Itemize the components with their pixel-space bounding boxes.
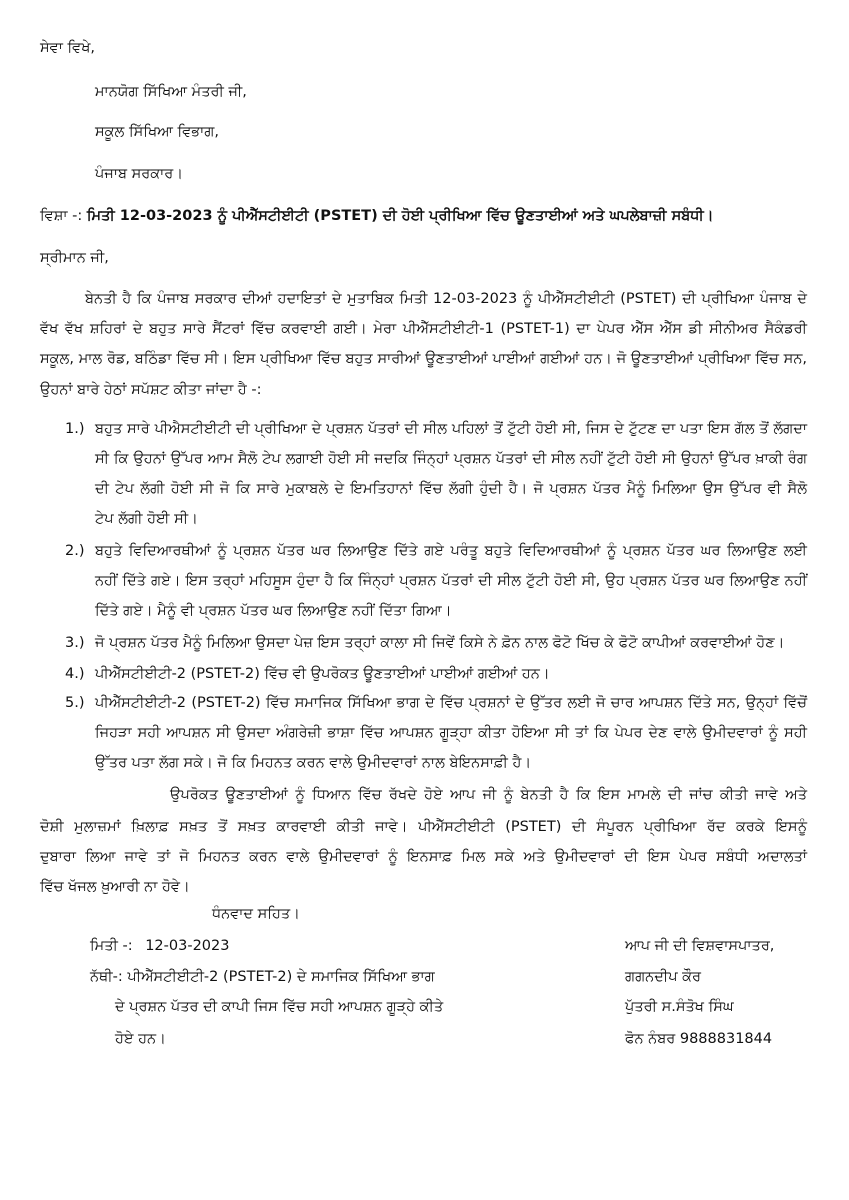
subject-line [40, 206, 714, 226]
date-label: ਮਿਤੀ -: [90, 938, 133, 954]
point-line: ਪੀਐੱਸਟੀਈਟੀ-2 (PSTET-2) ਵਿੱਚ ਵੀ ਉਪਰੋਕਤ ਊਣਤਾਈਆਂ ਪਾਈਆਂ ਗਈਆਂ ਹਨ। [95, 666, 550, 682]
point-number: 3.) [65, 635, 85, 651]
signature-phone: ਫੋਨ ਨੰਬਰ 9888831844 [625, 1031, 773, 1047]
point-line: ਬਹੁਤ ਸਾਰੇ ਪੀਐਸਟੀਈਟੀ ਦੀ ਪ੍ਰੀਖਿਆ ਦੇ ਪ੍ਰਸ਼ਨ ਪੱਤਰਾਂ ਦੀ ਸੀਲ ਪਹਿਲਾਂ ਤੋਂ ਟੁੱਟੀ ਹੋਈ ਸੀ, ਜਿਸ ਦੇ ਟੁੱਟਣ ਦਾ ਪਤਾ ਇਸ ਗੱਲ ਤੋਂ ਲੱਗਦਾ [95, 421, 807, 437]
attachment-line [90, 967, 435, 987]
intro-line: ਬੇਨਤੀ ਹੈ ਕਿ ਪੰਜਾਬ ਸਰਕਾਰ ਦੀਆਂ ਹਦਾਇਤਾਂ ਦੇ ਮੁਤਾਬਿਕ ਮਿਤੀ 12-03-2023 ਨੂੰ ਪੀਐੱਸਟੀਈਟੀ (PSTET) ਦੀ ਪ੍ਰੀਖਿਆ ਪੰਜਾਬ ਦੇ [85, 291, 807, 307]
intro-line: ਵੱਖ ਵੱਖ ਸ਼ਹਿਰਾਂ ਦੇ ਬਹੁਤ ਸਾਰੇ ਸੈਂਟਰਾਂ ਵਿੱਚ ਕਰਵਾਈ ਗਈ। ਮੇਰਾ ਪੀਐੱਸਟੀਈਟੀ-1 (PSTET-1) ਦਾ ਪੇਪਰ ਐੱਸ ਐੱਸ ਡੀ ਸੀਨੀਅਰ ਸੈਕੰਡਰੀ [40, 321, 807, 337]
date-value: 12-03-2023 [145, 938, 230, 954]
point-line: ਦੀ ਟੇਪ ਲੱਗੀ ਹੋਈ ਸੀ ਜੋ ਕਿ ਸਾਰੇ ਮੁਕਾਬਲੇ ਦੇ ਇਮਤਿਹਾਨਾਂ ਵਿੱਚ ਲੱਗੀ ਹੁੰਦੀ ਹੈ। ਜੋ ਪ੍ਰਸ਼ਨ ਪੱਤਰ ਮੈਨੂੰ ਮਿਲਿਆ ਉਸ ਉੱਪਰ ਵੀ ਸੈਲੋ [95, 481, 807, 497]
point-line: ਨਹੀਂ ਦਿੱਤੇ ਗਏ। ਇਸ ਤਰ੍ਹਾਂ ਮਹਿਸੂਸ ਹੁੰਦਾ ਹੈ ਕਿ ਜਿੰਨ੍ਹਾਂ ਪ੍ਰਸ਼ਨ ਪੱਤਰਾਂ ਦੀ ਸੀਲ ਟੁੱਟੀ ਹੋਈ ਸੀ, ਉਹ ਪ੍ਰਸ਼ਨ ਪੱਤਰ ਘਰ ਲਿਆਉਣ ਨਹੀਂ [95, 573, 807, 589]
subject-label: ਵਿਸ਼ਾ -: [40, 208, 83, 224]
greeting: ਸ੍ਰੀਮਾਨ ਜੀ, [40, 250, 109, 266]
addressee-line: ਸਕੂਲ ਸਿੱਖਿਆ ਵਿਭਾਗ, [95, 124, 220, 140]
point-number: 4.) [65, 666, 85, 682]
thanks: ਧੰਨਵਾਦ ਸਹਿਤ। [212, 906, 300, 922]
point-line: ਉੱਤਰ ਪਤਾ ਲੱਗ ਸਕੇ। ਜੋ ਕਿ ਮਿਹਨਤ ਕਰਨ ਵਾਲੇ ਉਮੀਦਵਾਰਾਂ ਨਾਲ ਬੇਇਨਸਾਫ਼ੀ ਹੈ। [95, 755, 532, 771]
signature-line: ਪੁੱਤਰੀ ਸ.ਸੰਤੋਖ ਸਿੰਘ [625, 999, 734, 1015]
point-number: 2.) [65, 543, 85, 559]
attachment-line: ਦੇ ਪ੍ਰਸ਼ਨ ਪੱਤਰ ਦੀ ਕਾਪੀ ਜਿਸ ਵਿੱਚ ਸਹੀ ਆਪਸ਼ਨ ਗੂੜ੍ਹੇ ਕੀਤੇ [115, 999, 444, 1015]
point-line: ਪੀਐੱਸਟੀਈਟੀ-2 (PSTET-2) ਵਿੱਚ ਸਮਾਜਿਕ ਸਿੱਖਿਆ ਭਾਗ ਦੇ ਵਿੱਚ ਪ੍ਰਸ਼ਨਾਂ ਦੇ ਉੱਤਰ ਲਈ ਜੋ ਚਾਰ ਆਪਸ਼ਨ ਦਿੱਤੇ ਸਨ, ਉਨ੍ਹਾਂ ਵਿੱਚੋਂ [95, 695, 807, 711]
point-line: ਜਿਹੜਾ ਸਹੀ ਆਪਸ਼ਨ ਸੀ ਉਸਦਾ ਅੰਗਰੇਜ਼ੀ ਭਾਸ਼ਾ ਵਿੱਚ ਆਪਸ਼ਨ ਗੂੜ੍ਹਾ ਕੀਤਾ ਹੋਇਆ ਸੀ ਤਾਂ ਕਿ ਪੇਪਰ ਦੇਣ ਵਾਲੇ ਉਮੀਦਵਾਰਾਂ ਨੂੰ ਸਹੀ [95, 725, 807, 741]
point-number: 5.) [65, 695, 85, 711]
closing-line: ਵਿੱਚ ਖੱਜਲ ਖ਼ੁਆਰੀ ਨਾ ਹੋਵੇ। [40, 879, 190, 895]
point-number: 1.) [65, 421, 85, 437]
intro-line: ਸਕੂਲ, ਮਾਲ ਰੋਡ, ਬਠਿੰਡਾ ਵਿੱਚ ਸੀ। ਇਸ ਪ੍ਰੀਖਿਆ ਵਿੱਚ ਬਹੁਤ ਸਾਰੀਆਂ ਊਣਤਾਈਆਂ ਪਾਈਆਂ ਗਈਆਂ ਹਨ। ਜੋ ਊਣਤਾਈਆਂ ਪ੍ਰੀਖਿਆ ਵਿੱਚ ਸਨ, [40, 351, 807, 367]
addressee-line: ਪੰਜਾਬ ਸਰਕਾਰ। [95, 166, 184, 182]
date-line [90, 936, 229, 956]
addressee-line: ਮਾਨਯੋਗ ਸਿੱਖਿਆ ਮੰਤਰੀ ਜੀ, [95, 84, 247, 100]
closing-line: ਦੋਸ਼ੀ ਮੁਲਾਜ਼ਮਾਂ ਖ਼ਿਲਾਫ਼ ਸਖ਼ਤ ਤੋਂ ਸਖ਼ਤ ਕਾਰਵਾਈ ਕੀਤੀ ਜਾਵੇ। ਪੀਐੱਸਟੀਈਟੀ (PSTET) ਦੀ ਸੰਪੂਰਨ ਪ੍ਰੀਖਿਆ ਰੱਦ ਕਰਕੇ ਇਸਨੂੰ [40, 819, 807, 835]
attachment-line: ਹੋਏ ਹਨ। [115, 1031, 166, 1047]
attachment-label: ਨੱਥੀ-: [90, 969, 123, 985]
point-line: ਦਿੱਤੇ ਗਏ। ਮੈਨੂੰ ਵੀ ਪ੍ਰਸ਼ਨ ਪੱਤਰ ਘਰ ਲਿਆਉਣ ਨਹੀਂ ਦਿੱਤਾ ਗਿਆ। [95, 603, 452, 619]
signature-name: ਗਗਨਦੀਪ ਕੌਰ [625, 969, 702, 985]
intro-line: ਉਹਨਾਂ ਬਾਰੇ ਹੇਠਾਂ ਸਪੱਸ਼ਟ ਕੀਤਾ ਜਾਂਦਾ ਹੈ -: [40, 382, 262, 398]
signature-line: ਆਪ ਜੀ ਦੀ ਵਿਸ਼ਵਾਸਪਾਤਰ, [625, 938, 775, 954]
salutation-to: ਸੇਵਾ ਵਿਖੇ, [40, 40, 96, 56]
point-line: ਬਹੁਤੇ ਵਿਦਿਆਰਥੀਆਂ ਨੂੰ ਪ੍ਰਸ਼ਨ ਪੱਤਰ ਘਰ ਲਿਆਉਣ ਦਿੱਤੇ ਗਏ ਪਰੰਤੂ ਬਹੁਤੇ ਵਿਦਿਆਰਥੀਆਂ ਨੂੰ ਪ੍ਰਸ਼ਨ ਪੱਤਰ ਘਰ ਲਿਆਉਣ ਲਈ [95, 543, 807, 559]
attachment-text: ਪੀਐੱਸਟੀਈਟੀ-2 (PSTET-2) ਦੇ ਸਮਾਜਿਕ ਸਿੱਖਿਆ ਭਾਗ [127, 969, 435, 985]
subject-text: ਮਿਤੀ 12-03-2023 ਨੂੰ ਪੀਐੱਸਟੀਈਟੀ (PSTET) ਦੀ ਹੋਈ ਪ੍ਰੀਖਿਆ ਵਿੱਚ ਊਣਤਾਈਆਂ ਅਤੇ ਘਪਲੇਬਾਜ਼ੀ ਸਬੰਧੀ। [86, 208, 714, 224]
point-line: ਟੇਪ ਲੱਗੀ ਹੋਈ ਸੀ। [95, 511, 198, 527]
closing-line: ਉਪਰੋਕਤ ਊਣਤਾਈਆਂ ਨੂੰ ਧਿਆਨ ਵਿੱਚ ਰੱਖਦੇ ਹੋਏ ਆਪ ਜੀ ਨੂੰ ਬੇਨਤੀ ਹੈ ਕਿ ਇਸ ਮਾਮਲੇ ਦੀ ਜਾਂਚ ਕੀਤੀ ਜਾਵੇ ਅਤੇ [170, 787, 807, 803]
point-line: ਸੀ ਕਿ ਉਹਨਾਂ ਉੱਪਰ ਆਮ ਸੈਲੋ ਟੇਪ ਲਗਾਈ ਹੋਈ ਸੀ ਜਦਕਿ ਜਿੰਨ੍ਹਾਂ ਪ੍ਰਸ਼ਨ ਪੱਤਰਾਂ ਦੀ ਸੀਲ ਨਹੀਂ ਟੁੱਟੀ ਹੋਈ ਸੀ ਉਹਨਾਂ ਉੱਪਰ ਖ਼ਾਕੀ ਰੰਗ [95, 451, 807, 467]
closing-line: ਦੁਬਾਰਾ ਲਿਆ ਜਾਵੇ ਤਾਂ ਜੋ ਮਿਹਨਤ ਕਰਨ ਵਾਲੇ ਉਮੀਦਵਾਰਾਂ ਨੂੰ ਇਨਸਾਫ਼ ਮਿਲ ਸਕੇ ਅਤੇ ਉਮੀਦਵਾਰਾਂ ਦੀ ਇਸ ਪੇਪਰ ਸਬੰਧੀ ਅਦਾਲਤਾਂ [40, 849, 807, 865]
point-line: ਜੋ ਪ੍ਰਸ਼ਨ ਪੱਤਰ ਮੈਨੂੰ ਮਿਲਿਆ ਉਸਦਾ ਪੇਜ਼ ਇਸ ਤਰ੍ਹਾਂ ਕਾਲਾ ਸੀ ਜਿਵੇਂ ਕਿਸੇ ਨੇ ਫ਼ੋਨ ਨਾਲ ਫੋਟੋ ਖਿੱਚ ਕੇ ਫੋਟੋ ਕਾਪੀਆਂ ਕਰਵਾਈਆਂ ਹੋਣ। [95, 635, 785, 651]
